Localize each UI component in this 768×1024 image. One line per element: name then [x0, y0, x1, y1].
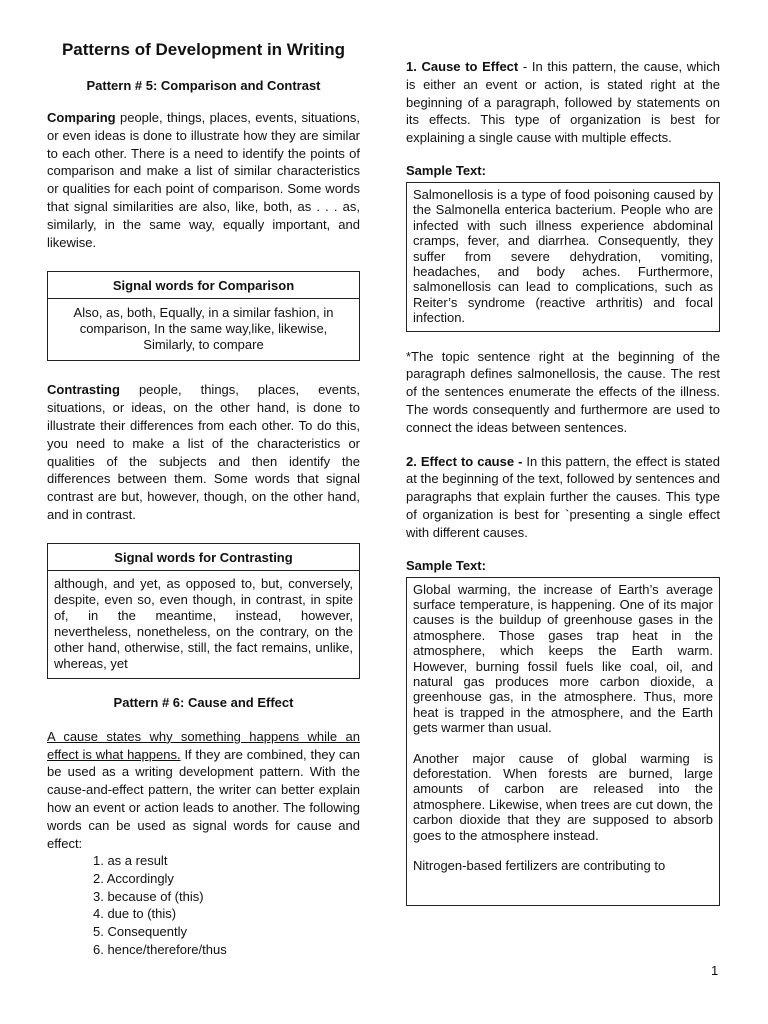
sample-text-label: Sample Text:: [406, 162, 486, 178]
right-column: [406, 58, 720, 906]
cause-effect-intro: [47, 728, 360, 853]
comparison-box-title: Signal words for Comparison: [48, 272, 359, 299]
list-item: 5. Consequently: [93, 924, 187, 940]
list-item: 1. as a result: [93, 853, 168, 869]
effect-to-cause-term: 2. Effect to cause -: [406, 453, 523, 469]
contrasting-term: Contrasting: [47, 382, 120, 398]
salmonellosis-sample-box: [406, 182, 720, 332]
pattern-5-heading: Pattern # 5: Comparison and Contrast: [86, 78, 321, 93]
list-item: 2. Accordingly: [93, 871, 174, 887]
cause-effect-intro-text: If they are combined, they can be used as a writing development pattern. With the cause-and-effect pattern, the writer can better explain how an event or action leads to another. The following words can be used as signal words for cause and effect:: [47, 746, 360, 851]
sample-paragraph: Another major cause of global warming is deforestation. When forests are burned, large amounts of carbon are released into the atmosphere. Likewise, when trees are cut down, the carbon dioxide that they are supposed to absorb goes to the atmosphere instead.: [413, 750, 713, 843]
sample-text-label: Sample Text:: [406, 557, 486, 573]
list-item: 6. hence/therefore/thus: [93, 941, 227, 957]
contrasting-paragraph: [47, 381, 360, 523]
pattern-6-heading: Pattern # 6: Cause and Effect: [113, 694, 294, 710]
cause-to-effect-paragraph: [406, 58, 720, 147]
comparison-box-body: Also, as, both, Equally, in a similar fashion, in comparison, In the same way,like, likewise, Similarly, to compare: [73, 305, 334, 353]
global-warming-sample-box: [406, 577, 720, 906]
cause-to-effect-term: 1. Cause to Effect: [406, 59, 519, 74]
comparison-signal-box: [47, 271, 360, 361]
salmonellosis-sample-text: Salmonellosis is a type of food poisoning caused by the Salmonella enterica bacterium. People who are infected with such illness experience abdominal cramps, fever, and diarrhea. Consequently, they suffer from severe dehydration, vomiting, headaches, and body aches. Furthermore, salmonellosis can lead to complications, such as Reiter’s syndrome (reactive arthritis) and focal infection.: [413, 186, 713, 326]
contrast-box-body: although, and yet, as opposed to, but, conversely, despite, even so, even though, in contrast, in spite of, in the meantime, instead, however, nevertheless, nonetheless, on the contrary, on the other hand, otherwise, still, the fact remains, unlike, whereas, yet: [54, 575, 353, 671]
sample-paragraph: Nitrogen-based fertilizers are contributing to: [413, 858, 666, 874]
topic-sentence-note: *The topic sentence right at the beginning of the paragraph defines salmonellosis, the cause. The rest of the sentences enumerate the effects of the illness. The words consequently and furthermore are used to connect the ideas between sentences.: [406, 348, 720, 435]
contrasting-text: people, things, places, events, situations, or ideas, on the other hand, is done to illustrate their differences from each other. To do this, you need to make a list of the characteristics or qualities of the subjects and then identify the differences between them. Some words that signal contrast are but, however, though, on the other hand, and in contrast.: [47, 382, 360, 522]
list-item: 3. because of (this): [93, 888, 204, 904]
cause-effect-definition: A cause states why something happens while an effect is what happens.: [47, 728, 360, 762]
comparing-text: people, things, places, events, situations, or even ideas is done to illustrate how they are similar to each other. There is a need to identify the points of comparison and make a list of similar characteristics or qualities for each point of comparison. Some words that signal similarities are also, like, both, as . . . as, similarly, in the same way, equally important, and likewise.: [47, 110, 360, 250]
effect-to-cause-text: In this pattern, the effect is stated at the beginning of the text, followed by sentences and paragraphs that explain further the causes. This type of organization is best for `presenting a single effect with different causes.: [406, 453, 720, 540]
signal-word-list: [47, 852, 360, 958]
comparing-term: Comparing: [47, 110, 116, 125]
sample-paragraph: Global warming, the increase of Earth’s average surface temperature, is happening. One of its major causes is the buildup of greenhouse gases in the atmosphere. Those gases trap heat in the atmosphere, which keeps the Earth warm. However, burning fossil fuels like coal, oil, and natural gas produces more carbon dioxide, a greenhouse gas, in the atmosphere. Thus, more heat is trapped in the atmosphere, and the Earth gets warmer than usual.: [413, 581, 713, 736]
list-item: 4. due to (this): [93, 906, 177, 922]
effect-to-cause-paragraph: [406, 453, 720, 542]
left-column: [47, 40, 360, 959]
page-number: 1: [711, 963, 719, 978]
contrast-signal-box: [47, 543, 360, 679]
cause-to-effect-text: - In this pattern, the cause, which is either an event or action, is stated right at the beginning of a paragraph, followed by statements on its effects. This type of organization is best for explaining a single cause with multiple effects.: [406, 59, 720, 146]
document-title: Patterns of Development in Writing: [61, 40, 346, 59]
comparing-paragraph: [47, 109, 360, 251]
contrast-box-title: Signal words for Contrasting: [48, 544, 359, 571]
